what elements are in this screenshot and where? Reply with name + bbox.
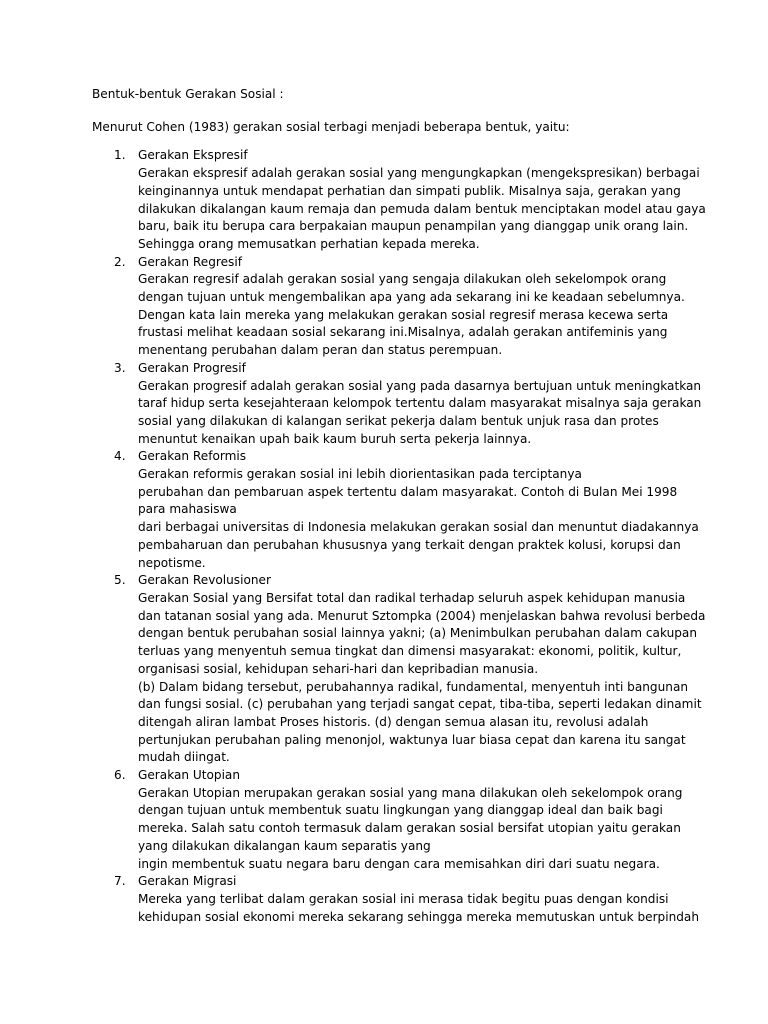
list-item (92, 873, 700, 926)
body-line: menentang perubahan dalam peran dan status perempuan. (138, 343, 503, 358)
sections-list (92, 147, 706, 926)
list-number: 6. (114, 768, 126, 783)
intro-paragraph: Menurut Cohen (1983) gerakan sosial terbagi menjadi beberapa bentuk, yaitu: (92, 119, 570, 134)
body-line: dan fungsi sosial. (c) perubahan yang terjadi sangat cepat, tiba-tiba, seperti ledakan dinamit (138, 697, 702, 712)
section-body (138, 165, 706, 254)
body-line: Gerakan reformis gerakan sosial ini lebih diorientasikan pada terciptanya (138, 467, 582, 482)
body-line: Gerakan regresif adalah gerakan sosial yang sengaja dilakukan oleh sekelompok orang (138, 272, 667, 287)
list-item (92, 448, 699, 572)
body-line: kehidupan sosial ekonomi mereka sekarang sehingga mereka memutuskan untuk berpindah (138, 909, 700, 924)
body-line: yang dilakukan dikalangan kaum separatis yang (138, 838, 431, 853)
section-body (138, 785, 688, 874)
list-item (92, 254, 688, 360)
section-body (138, 590, 706, 767)
body-line: Gerakan progresif adalah gerakan sosial yang pada dasarnya bertujuan untuk meningkatkan (138, 378, 702, 393)
list-number: 3. (114, 360, 126, 375)
list-number: 7. (114, 874, 126, 889)
body-line: mereka. Salah satu contoh termasuk dalam gerakan sosial bersifat utopian yaitu gerakan (138, 821, 681, 836)
body-line: sosial yang dilakukan di kalangan serikat pekerja dalam bentuk unjuk rasa dan protes (138, 413, 659, 428)
body-line: baru, baik itu berupa cara berpakaian maupun penampilan yang dianggap unik orang lain. (138, 219, 689, 234)
list-number: 4. (114, 449, 126, 464)
body-line: ingin membentuk suatu negara baru dengan cara memisahkan diri dari suatu negara. (138, 856, 660, 871)
list-item (92, 147, 706, 253)
body-line: (b) Dalam bidang tersebut, perubahannya radikal, fundamental, menyentuh inti bangunan (138, 679, 689, 694)
body-line: frustasi melihat keadaan sosial sekarang ini.Misalnya, adalah gerakan antifeminis yang (138, 325, 668, 340)
body-line: menuntut kenaikan upah baik kaum buruh serta pekerja lainnya. (138, 431, 532, 446)
body-line: Mereka yang terlibat dalam gerakan sosial ini merasa tidak begitu puas dengan kondisi (138, 891, 669, 906)
body-line: Gerakan Utopian merupakan gerakan sosial yang mana dilakukan oleh sekelompok orang (138, 785, 683, 800)
body-line: Gerakan Sosial yang Bersifat total dan radikal terhadap seluruh aspek kehidupan manusia (138, 590, 686, 605)
body-line: dengan bentuk perubahan sosial lainnya yakni; (a) Menimbulkan perubahan dalam cakupan (138, 626, 698, 641)
document-title: Bentuk-bentuk Gerakan Sosial : (92, 87, 284, 101)
list-number: 2. (114, 254, 126, 269)
body-line: keinginannya untuk mendapat perhatian dan simpati publik. Misalnya saja, gerakan yang (138, 183, 681, 198)
list-item (92, 767, 688, 873)
body-line: para mahasiswa (138, 502, 237, 517)
body-line: Dengan kata lain mereka yang melakukan gerakan sosial regresif merasa kecewa serta (138, 307, 669, 322)
body-line: dengan tujuan untuk mengembalikan apa yang ada sekarang ini ke keadaan sebelumnya. (138, 290, 685, 305)
list-number: 5. (114, 573, 126, 588)
body-line: terluas yang menyentuh semua tingkat dan dimensi masyarakat: ekonomi, politik, kultur, (138, 644, 682, 659)
section-heading: Gerakan Migrasi (138, 874, 237, 889)
body-line: dilakukan dikalangan kaum remaja dan pemuda dalam bentuk menciptakan model atau gaya (138, 201, 706, 216)
body-line: taraf hidup serta kesejahteraan kelompok tertentu dalam masyarakat misalnya saja gerakan (138, 396, 702, 411)
body-line: mudah diingat. (138, 750, 230, 765)
body-line: dari berbagai universitas di Indonesia melakukan gerakan sosial dan menuntut diadakannya (138, 520, 699, 535)
section-heading: Gerakan Ekspresif (138, 148, 248, 163)
section-body (138, 891, 700, 926)
body-line: pembaharuan dan perubahan khususnya yang terkait dengan praktek kolusi, korupsi dan (138, 537, 681, 552)
document-page (92, 86, 706, 926)
body-line: ditengah aliran lambat Proses historis. (d) dengan semua alasan itu, revolusi adalah (138, 714, 649, 729)
section-heading: Gerakan Reformis (138, 449, 247, 464)
body-line: Sehingga orang memusatkan perhatian kepada mereka. (138, 236, 480, 251)
list-item (92, 572, 706, 767)
body-line: dan tatanan sosial yang ada. Menurut Sztompka (2004) menjelaskan bahwa revolusi berbeda (138, 608, 706, 623)
body-line: perubahan dan pembaruan aspek tertentu dalam masyarakat. Contoh di Bulan Mei 1998 (138, 484, 678, 499)
section-body (138, 466, 699, 572)
body-line: organisasi sosial, kehidupan sehari-hari dan kepribadian manusia. (138, 661, 539, 676)
section-heading: Gerakan Regresif (138, 254, 242, 269)
body-line: nepotisme. (138, 555, 206, 570)
section-body (138, 271, 688, 360)
list-item (92, 360, 702, 449)
section-heading: Gerakan Revolusioner (138, 573, 271, 588)
section-heading: Gerakan Progresif (138, 360, 246, 375)
body-line: Gerakan ekspresif adalah gerakan sosial yang mengungkapkan (mengekspresikan) berbagai (138, 166, 700, 181)
section-heading: Gerakan Utopian (138, 768, 241, 783)
body-line: pertunjukan perubahan paling menonjol, waktunya luar biasa cepat dan karena itu sangat (138, 732, 686, 747)
section-body (138, 378, 702, 449)
body-line: dengan tujuan untuk membentuk suatu lingkungan yang dianggap ideal dan baik bagi (138, 803, 663, 818)
list-number: 1. (114, 148, 126, 163)
